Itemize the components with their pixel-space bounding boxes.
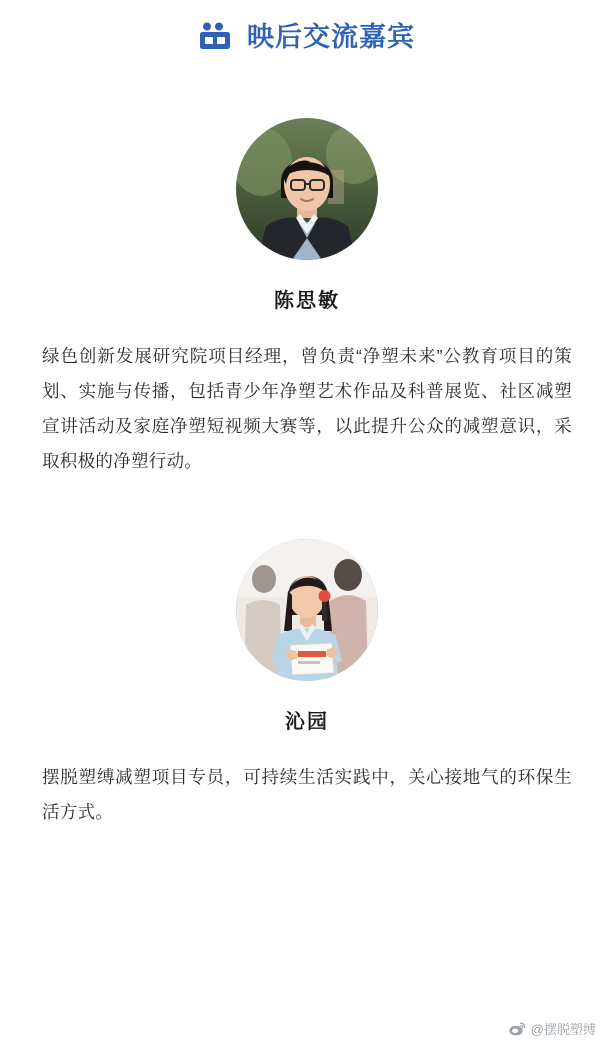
guest-name: 沁园 <box>285 711 329 733</box>
guest-card-1 <box>0 58 614 479</box>
avatar <box>236 539 378 681</box>
film-clapper-icon <box>199 22 233 52</box>
watermark-text: @摆脱塑缚 <box>530 1022 596 1037</box>
avatar <box>236 118 378 260</box>
guest-bio: 摆脱塑缚减塑项目专员，可持续生活实践中，关心接地气的环保生活方式。 <box>42 767 572 822</box>
guest-bio: 绿色创新发展研究院项目经理，曾负责“净塑未来”公教育项目的策划、实施与传播，包括青少年净塑艺术作品及科普展览、社区减塑宣讲活动及家庭净塑短视频大赛等，以此提升公众的减塑意识，采取积极的净塑行动。 <box>42 346 572 471</box>
weibo-icon <box>509 1022 526 1036</box>
page-title: 映后交流嘉宾 <box>247 21 415 52</box>
watermark <box>509 1019 596 1038</box>
avatar-wrap-1 <box>0 118 614 260</box>
page-header <box>0 0 614 58</box>
guest-card-2 <box>0 479 614 830</box>
guest-name: 陈思敏 <box>274 290 340 312</box>
avatar-wrap-2 <box>0 539 614 681</box>
